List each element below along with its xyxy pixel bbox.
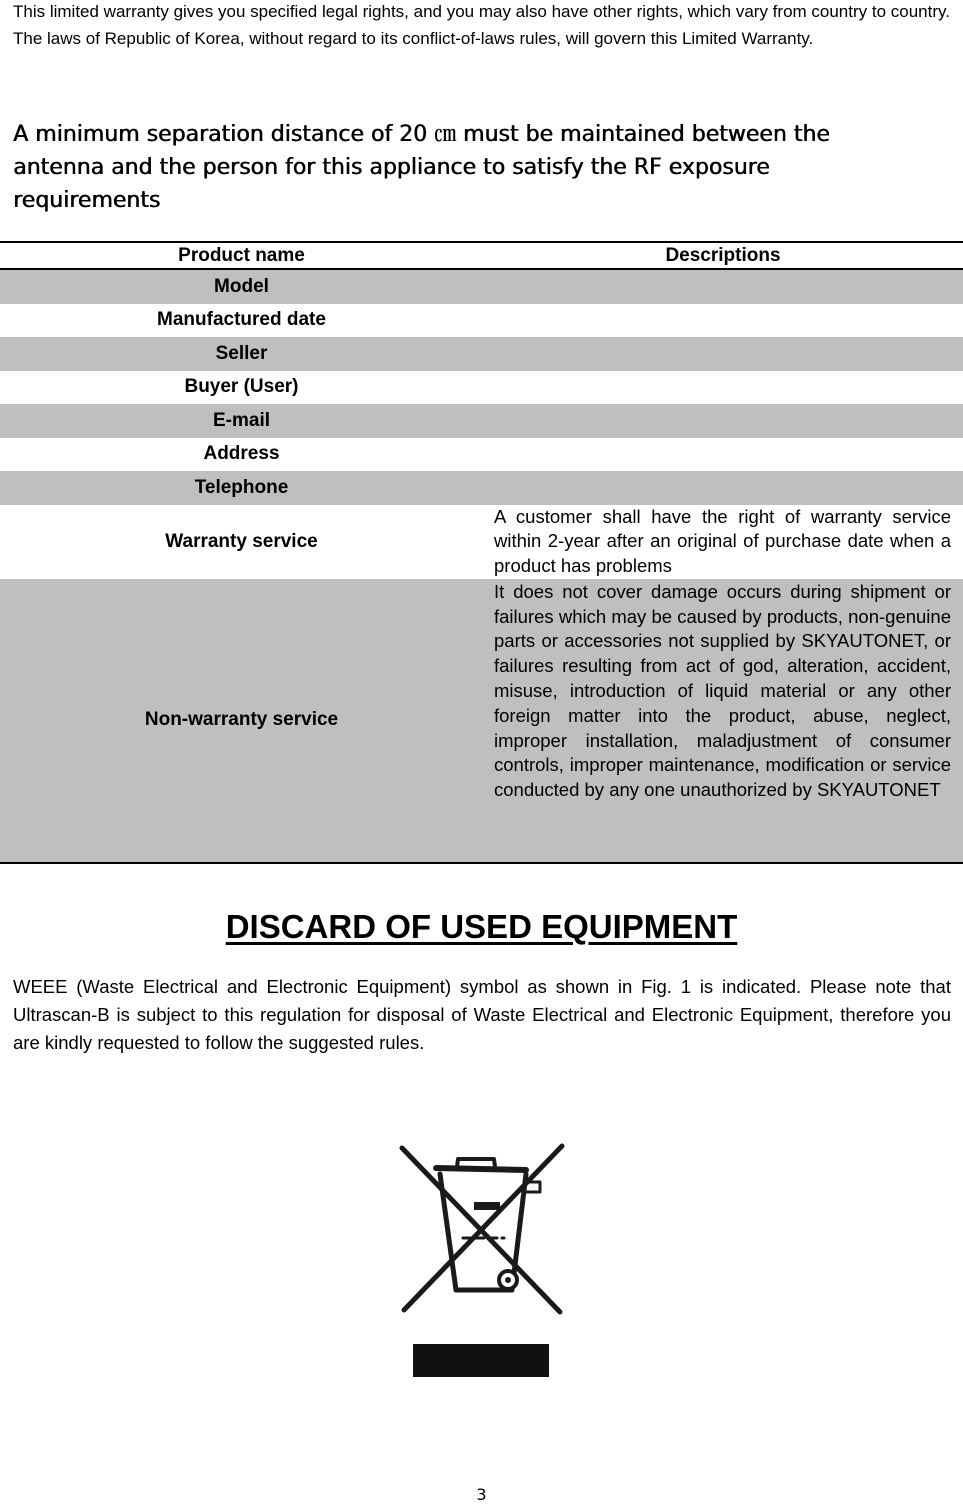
weee-paragraph: WEEE (Waste Electrical and Electronic Equipment) symbol as shown in Fig. 1 is indicated. Please note that Ultrascan-B is subject to this regulation for disposal of Waste Electrical and Electronic Equipment, therefore you are kindly requested to follow the suggested rules. xyxy=(13,976,951,1053)
row-value-email xyxy=(483,404,963,438)
discard-section-title: DISCARD OF USED EQUIPMENT xyxy=(225,908,738,945)
header-descriptions: Descriptions xyxy=(483,242,963,269)
row-label-warranty-service: Warranty service xyxy=(165,530,318,552)
row-label-email: E-mail xyxy=(0,404,483,438)
warranty-table xyxy=(0,241,963,864)
row-value-telephone xyxy=(483,471,963,505)
row-label-manufactured-date: Manufactured date xyxy=(157,309,326,331)
table-row xyxy=(0,269,963,304)
row-label-buyer: Buyer (User) xyxy=(184,376,299,398)
row-value-non-warranty-service: It does not cover damage occurs during shipment or failures which may be caused by products, non-genuine parts or accessories not supplied by SKYAUTONET, or failures resulting from act of god, alteration, accident, misuse, introduction of liquid material or any other foreign matter into the product, abuse, neglect, improper installation, maladjustment of consumer controls, improper maintenance, modification or service conducted by any one unauthorized by SKYAUTONET xyxy=(483,579,963,863)
page-number: 3 xyxy=(476,1485,487,1504)
rf-exposure-notice: A minimum separation distance of 20 ㎝ must be maintained between the antenna and the person for this appliance to satisfy the RF exposure requirements xyxy=(13,122,830,213)
table-row xyxy=(0,304,963,338)
row-value-buyer xyxy=(483,371,963,405)
crossed-out-wheelie-bin-icon xyxy=(390,1140,575,1400)
table-row xyxy=(0,438,963,472)
row-label-seller: Seller xyxy=(0,337,483,371)
header-product-name: Product name xyxy=(0,242,483,269)
warranty-rights-paragraph: This limited warranty gives you specified legal rights, and you may also have other rights, which vary from country to country. The laws of Republic of Korea, without regard to its conflict-of-laws rules, will govern this Limited Warranty. xyxy=(13,2,950,48)
row-value-address xyxy=(483,438,963,472)
row-value-warranty-service: A customer shall have the right of warranty service within 2-year after an original of purchase date when a product has problems xyxy=(494,505,951,577)
row-value-seller xyxy=(483,337,963,371)
row-label-model: Model xyxy=(0,269,483,304)
table-row xyxy=(0,505,963,579)
table-header-row xyxy=(0,242,963,269)
table-row xyxy=(0,404,963,438)
row-label-non-warranty-service: Non-warranty service xyxy=(0,579,483,863)
table-row xyxy=(0,471,963,505)
row-label-address: Address xyxy=(203,443,280,465)
table-row xyxy=(0,371,963,405)
row-label-telephone: Telephone xyxy=(0,471,483,505)
table-row xyxy=(0,337,963,371)
row-value-model xyxy=(483,269,963,304)
table-row xyxy=(0,579,963,863)
row-value-manufactured-date xyxy=(483,304,963,338)
